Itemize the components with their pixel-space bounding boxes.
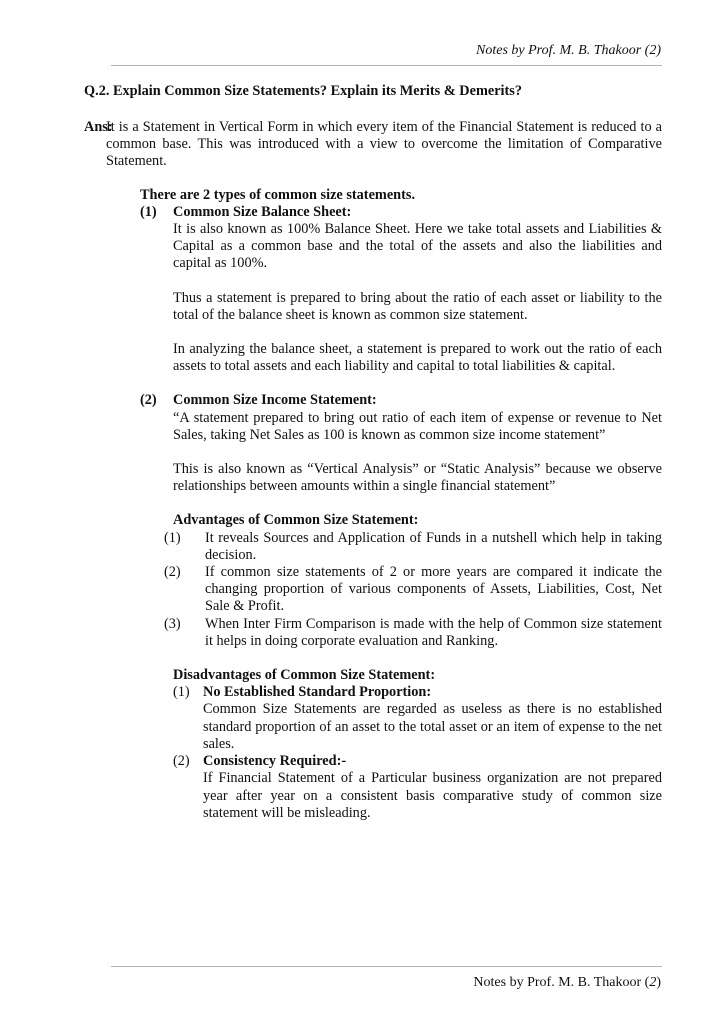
- type1-paragraph-1: It is also known as 100% Balance Sheet. Here we take total assets and Liabilities & Capital as a common base and the total of the assets and also the liabilities and capital as 100%.: [173, 221, 662, 272]
- footer-close: ): [656, 975, 661, 990]
- disadvantage-item: [173, 684, 662, 753]
- type1-paragraph-3: In analyzing the balance sheet, a statement is prepared to work out the ratio of each assets to total assets and each liability and capital to total liabilities & capital.: [173, 341, 662, 375]
- advantage-text: It reveals Sources and Application of Funds in a nutshell which help in taking decision.: [205, 529, 662, 563]
- disadvantage-text: Common Size Statements are regarded as useless as there is no established standard proportion of an asset to the total asset or an item of expense to the net sales.: [203, 701, 662, 752]
- disadvantage-item: [173, 753, 662, 822]
- type1-number: (1): [140, 203, 157, 220]
- type2-section: [140, 392, 662, 821]
- advantage-item: [164, 564, 662, 616]
- question-heading: Q.2. Explain Common Size Statements? Explain its Merits & Demerits?: [84, 83, 523, 99]
- disadvantage-number: (2): [173, 753, 190, 770]
- header-rule: [111, 65, 662, 66]
- advantages-heading: Advantages of Common Size Statement:: [173, 512, 419, 529]
- page-header: Notes by Prof. M. B. Thakoor (2): [476, 43, 661, 58]
- type1-title: Common Size Balance Sheet:: [173, 203, 352, 220]
- disadvantage-title: No Established Standard Proportion:: [203, 684, 432, 701]
- type2-number: (2): [140, 392, 157, 409]
- page-footer: [473, 975, 661, 991]
- footer-page-number: 2: [649, 975, 657, 990]
- advantage-number: (1): [164, 529, 181, 546]
- disadvantage-text: If Financial Statement of a Particular business organization are not prepared year after year on a consistent basis comparative study of common size statement will be misleading.: [203, 770, 662, 821]
- type2-paragraph-1: “A statement prepared to bring out ratio of each item of expense or revenue to Net Sales, taking Net Sales as 100 is known as common size income statement”: [173, 409, 662, 443]
- type2-paragraph-2: This is also known as “Vertical Analysis” or “Static Analysis” because we observe relationships between amounts within a single financial statement”: [173, 461, 662, 495]
- types-heading: There are 2 types of common size statements.: [140, 186, 416, 203]
- advantage-number: (3): [164, 615, 181, 632]
- answer-content: [84, 119, 662, 822]
- answer-intro-row: [84, 119, 662, 171]
- disadvantage-number: (1): [173, 684, 190, 701]
- answer-label: Ans:: [84, 119, 113, 135]
- disadvantages-heading: Disadvantages of Common Size Statement:: [173, 667, 436, 684]
- advantage-text: When Inter Firm Comparison is made with the help of Common size statement it helps in doing corporate evaluation and Ranking.: [205, 615, 662, 649]
- disadvantages-list: [173, 684, 662, 822]
- footer-rule: [111, 966, 662, 967]
- disadvantage-title: Consistency Required:-: [203, 753, 347, 770]
- type1-section: [140, 204, 662, 376]
- advantages-list: [164, 530, 662, 650]
- footer-text: Notes by Prof. M. B. Thakoor (: [473, 975, 650, 990]
- advantage-item: [164, 616, 662, 650]
- type2-title: Common Size Income Statement:: [173, 392, 377, 409]
- advantage-item: [164, 530, 662, 564]
- answer-intro: It is a Statement in Vertical Form in which every item of the Financial Statement is reduced to a common base. This was introduced with a view to overcome the limitation of Comparative Statement.: [106, 119, 662, 170]
- advantage-text: If common size statements of 2 or more years are compared it indicate the changing proportion of various components of Assets, Liabilities, Cost, Net Sale & Profit.: [205, 564, 662, 615]
- advantage-number: (2): [164, 564, 181, 581]
- type1-paragraph-2: Thus a statement is prepared to bring about the ratio of each asset or liability to the total of the balance sheet is known as common size statement.: [173, 289, 662, 323]
